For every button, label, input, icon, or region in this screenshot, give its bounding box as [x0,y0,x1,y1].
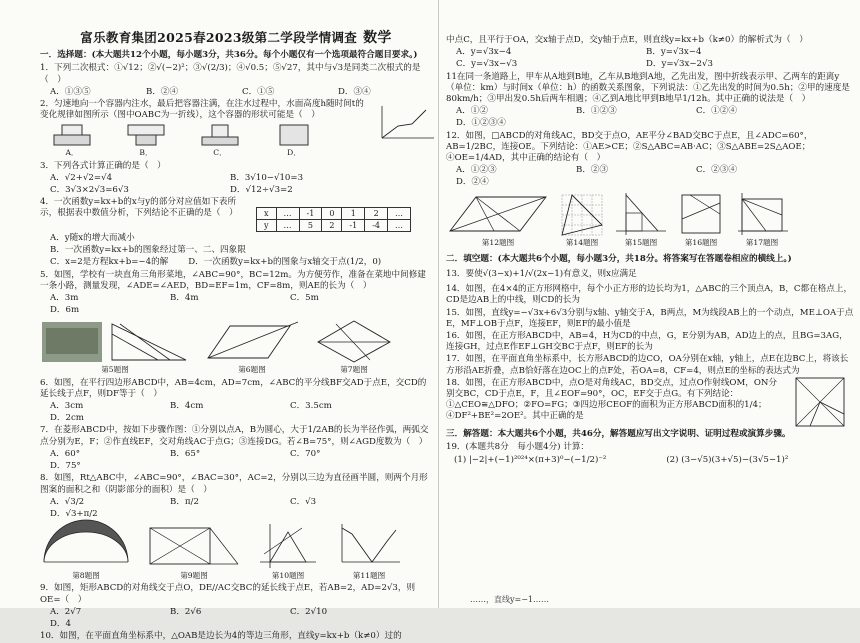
question-17: 17．如图，在平面直角坐标系中，长方形ABCD的边CO，OA分别在x轴，y轴上，点E在边BC上，将该长方形沿AE折叠，点B恰好落在边OC上的点F处，若OA=8，CF=4，则点E的坐标的表达式为 [446,354,849,376]
section-3-heading: 三．解答题：本大题共6个小题，共46分，解答题应写出文字说明、证明过程或演算步骤。 [446,428,791,439]
q4-x-cell: 0 [322,207,342,219]
figure-5-caption: 第5题图 [101,365,129,375]
q7-option-d: D．75° [50,461,81,472]
question-3: 3．下列各式计算正确的是（ ） [40,160,166,171]
figure-8-caption: 第8题图 [72,571,100,581]
question-2: 2．匀速地向一个容器内注水，最后把容器注满，在注水过程中，水面高度h随时间t的变化规律如图所示（图中OABC为一折线），这个容器的形状可能是（ ） [40,99,364,121]
q8-option-c: C．√3 [290,496,317,507]
question-9-options [50,607,432,630]
figure-16-caption: 第16题图 [684,237,718,247]
q19-part-1: (1) |−2|+(−1)²⁰²⁴×(π+3)⁰−(−1/2)⁻² [454,455,607,466]
container-c-icon [198,123,242,147]
parallelogram-diagonals-figure [446,191,550,237]
question-5: 5．如图，学校有一块直角三角形菜地，∠ABC=90°，BC=12m。为方便劳作，准备在菜地中间修建一条小路，测量发现，∠ADE=∠AED，BD=EF=1m，CF=8m，则AE的长为（ ） [40,269,426,291]
figure-5 [40,318,190,375]
q12-option-a: A．①②③ [456,165,497,176]
question-6-options [50,401,432,424]
question-8: 8．如图，Rt△ABC中，∠ABC=90°，∠BAC=30°，AC=2，分别以三边为直径画半圆，则两个月形图案的面积之和（阴影部分的面积）是（ ） [40,473,428,495]
q2-option-a [50,123,94,158]
q6-option-c: C．3.5cm [290,401,332,412]
figure-12 [446,191,550,248]
figure-11-caption: 第11题图 [352,571,386,581]
q2-option-d-label: D． [287,148,301,158]
question-14: 14．如图，在4×4的正方形网格中，每个小正方形的边长均为1，△ABC的三个顶点A，B，C都在格点上，CD是边AB上的中线，则CD的长为 [446,284,853,306]
figure-10 [256,522,320,581]
q9-option-c: C．2√10 [290,606,328,617]
exam-subject: 数学 [363,30,392,46]
question-7: 7．在菱形ABCD中，按如下步骤作图：①分别以点A，B为圆心，大于1/2AB的长为半径作弧，两弧交点分别为E，F；②作直线EF，交对角线AC于点G；③连接DG。若∠B=75°，则∠AGD度数为（ ） [40,425,429,447]
q12-option-b: B．②③ [576,165,609,176]
q9-option-a: A．2√7 [50,606,82,617]
figure-14-caption: 第14题图 [565,237,599,247]
figure-8 [40,522,132,581]
question-12: 12．如图，□ABCD的对角线AC，BD交于点O，AE平分∠BAD交BC于点E，且∠ADC=60°，AB=1/2BC，连接OE。下列结论：①AE>CE；②S△ABC=AB·AC；③S△ABE=2S△AOE；④OE=1/4AD，其中正确的结论有（ ） [446,130,813,164]
figure-14 [558,191,606,248]
question-5-options [50,293,432,316]
q4-x-cell: -1 [299,207,322,219]
q10-option-b: B．y=√3x−4 [646,47,702,58]
garden-photo-figure [40,318,190,364]
figure-12-caption: 第12题图 [481,237,515,247]
q5-option-c: C．5m [290,293,319,304]
question-1-options [50,87,432,98]
section-1-heading: 一．选择题：(本大题共12个小题，每小题3分，共36分。每个小题仅有一个选项最符合题目要求。) [40,50,418,61]
question-13: 13．要使√(3−x)+1/√(2x−1)有意义，则x应满足 [446,269,637,280]
figure-17-caption: 第17题图 [745,237,779,247]
q4-y-cell: … [276,219,299,231]
q4-option-b: B．一次函数y=kx+b的图象经过第一、二、四象限 [50,245,246,256]
q9-option-d: D．4 [50,618,71,629]
q11-option-b: B．①②③ [576,106,617,117]
q4-y-cell: y [257,219,277,231]
q4-y-cell: -4 [365,219,388,231]
q2-option-d [272,123,316,158]
q4-option-a: A．y随x的增大而减小 [50,233,135,244]
question-18-block [446,378,856,423]
q11-option-a: A．①② [456,106,488,117]
right-column [446,34,856,466]
left-column [40,0,432,643]
q4-x-cell: x [257,207,277,219]
distance-time-graph [334,522,404,570]
question-9: 9．如图，矩形ABCD的对角线交于点O，DE//AC交BC的延长线于点E，若AB=2，AD=2√3，则OE=（ ） [40,583,416,605]
triangle-axes-figure [256,522,320,570]
q2-option-c [198,123,242,158]
question-6: 6．如图，在平行四边形ABCD中，AB=4cm，AD=7cm，∠ABC的平分线BF交AD于点E，交CD的延长线于点F，则DF等于（ ） [40,377,427,399]
q7-option-c: C．70° [290,448,321,459]
exam-title-text: 富乐教育集团2025春2023级第二学段学情调查 [80,30,358,45]
q8-option-d: D．√3+π/2 [50,508,98,519]
figure-9-caption: 第9题图 [180,571,208,581]
rhombus-figure [314,318,394,364]
q4-y-cell: … [388,219,411,231]
figure-7 [314,318,394,375]
question-3-options [50,173,432,196]
q2-option-b [124,123,168,158]
question-11-options [456,106,856,129]
q4-x-cell: … [276,207,299,219]
q10-option-d: D．y=√3x−2√3 [646,59,713,70]
question-12-options [456,165,856,188]
question-7-options [50,449,432,472]
q2-graph-figure [376,104,436,142]
q1-option-b: B．②④ [146,86,179,97]
column-divider [438,0,439,608]
q11-option-d: D．①②③④ [456,118,506,129]
question-10-continued: 中点C，且平行于OA，交x轴于点D，交y轴于点E，则直线y=kx+b（k≠0）的解析式为（ ） [446,35,808,45]
q12-option-c: C．②③④ [696,165,737,176]
square-figure-16 [676,191,726,237]
line-axes-figure [614,191,668,237]
figure-6 [204,318,300,375]
rectangle-figure [146,522,242,570]
question-11: 11在同一条道路上，甲车从A地到B地，乙车从B地到A地，乙先出发，图中折线表示甲、乙两车的距离y（单位：km）与时间x（单位：h）的函数关系图象，下列说法：①乙先出发的时间为0.5h；②甲的速度是80km/h；③甲出发0.5h后两车相遇；④乙到A地比甲到B地早1/12h。其中正确的说法是（ ） [446,71,850,105]
q1-option-d: D．③④ [338,86,371,97]
q6-option-b: B．4cm [170,401,204,412]
square-figure-18 [790,374,850,430]
q2-container-options [50,123,432,158]
q8-option-b: B．π/2 [170,496,199,507]
figure-15-caption: 第15题图 [624,237,658,247]
q4-y-cell: 5 [299,219,322,231]
container-b-icon [124,123,168,147]
exam-title [40,32,432,44]
q3-option-d: D．√12÷√3=2 [230,185,293,196]
figure-6-caption: 第6题图 [238,365,266,375]
figures-row-3 [446,191,856,248]
q4-option-cd [50,257,432,268]
q4-y-cell: 2 [322,219,342,231]
container-d-icon [272,123,316,147]
parallelogram-figure [204,318,300,364]
figures-row-1 [40,318,432,375]
q12-option-d: D．②④ [456,177,489,188]
q7-option-b: B．65° [170,448,201,459]
lune-figure [40,522,132,570]
q5-option-a: A．3m [50,293,79,304]
question-16: 16．如图，在正方形ABCD中，AB=4，H为CD的中点，G，E分别为AB，AD边上的点，且BG=3AG，连接GH，过点E作EF⊥GH交BC于点F，则EF的长为 [446,331,848,353]
figure-9 [146,522,242,581]
rectangle-fold-figure [734,191,790,237]
q11-option-c: C．①②④ [696,106,737,117]
q4-x-cell: … [388,207,411,219]
q19-part-2: (2) (3−√5)(3+√5)−(3√5−1)² [666,455,789,466]
question-19-parts [454,455,856,466]
q4-y-cell: -1 [342,219,365,231]
figure-10-caption: 第10题图 [271,571,305,581]
figure-7-caption: 第7题图 [340,365,368,375]
q1-option-a: A．①③⑤ [50,86,91,97]
q10-option-c: C．y=√3x−√3 [456,59,518,70]
q9-option-b: B．2√6 [170,606,202,617]
figure-11 [334,522,404,581]
q4-value-table [256,207,411,232]
q10-option-a: A．y=√3x−4 [456,47,512,58]
q3-option-c: C．3√3×2√3=6√3 [50,185,129,196]
q3-option-a: A．√2+√2=√4 [50,172,113,183]
question-10-options [456,47,856,70]
container-a-icon [50,123,94,147]
question-10: 10．如图，在平面直角坐标系中，△OAB是边长为4的等边三角形，直线y=kx+b（k≠0）过的 [40,631,402,642]
q5-option-b: B．4m [170,293,199,304]
figure-17 [734,191,790,248]
q3-option-b: B．3√10−√10=3 [230,172,304,183]
figure-15 [614,191,668,248]
q2-option-c-label: C． [213,148,227,158]
q8-option-a: A．√3/2 [50,496,85,507]
question-18: 18．如图，在正方形ABCD中，点O是对角线AC，BD交点，过点O作射线OM，ON分别交BC，CD于点E，F，且∠EOF=90°，OC，EF交于点G。有下列结论：①△CEO≅△DFO；②FO=FG；③四边形CEOF的面积为正方形ABCD面积的1/4；④DF²+BE²=2OE²。其中正确的是 [446,377,778,422]
figure-16 [676,191,726,248]
question-8-options [50,497,432,520]
question-15: 15．如图，直线y=−√3x+6√3分别与x轴、y轴交于A，B两点，M为线段AB上的一个动点，ME⊥OA于点E，MF⊥OB于点F，连接EF，则EF的最小值是 [446,307,854,329]
figures-row-2 [40,522,432,581]
page-footer-fragment: ……，直线y=−1…… [470,595,550,604]
q4-option-d: D．一次函数y=kx+b的图象与x轴交于点(1/2，0) [188,257,382,268]
q6-option-d: D．2cm [50,413,84,424]
section-2-heading: 二．填空题：(本大题共6个小题，每小题3分，共18分。将答案写在答题卷相应的横线上。) [446,253,792,264]
grid-triangle-figure [558,191,606,237]
q2-option-a-label: A． [65,148,79,158]
q4-x-cell: 2 [365,207,388,219]
q4-option-c: C．x=2是方程kx+b=−4的解 [50,257,169,268]
q6-option-a: A．3cm [50,401,84,412]
question-4: 4．一次函数y=kx+b的x与y的部分对应值如下表所示，根据表中数值分析，下列结论不正确的是（ ） [40,197,238,219]
q4-x-cell: 1 [342,207,365,219]
question-1: 1．下列二次根式：①√12；②√(−2)²；③√(2/3)；④√0.5；⑤√27，其中与√3是同类二次根式的是（ ） [40,63,421,85]
q2-option-b-label: B． [139,148,153,158]
q5-option-d: D．6m [50,305,80,316]
q7-option-a: A．60° [50,448,81,459]
q1-option-c: C．①⑤ [242,86,275,97]
question-19-head: 19．(本题共8分 每小题4分) 计算： [446,441,590,452]
